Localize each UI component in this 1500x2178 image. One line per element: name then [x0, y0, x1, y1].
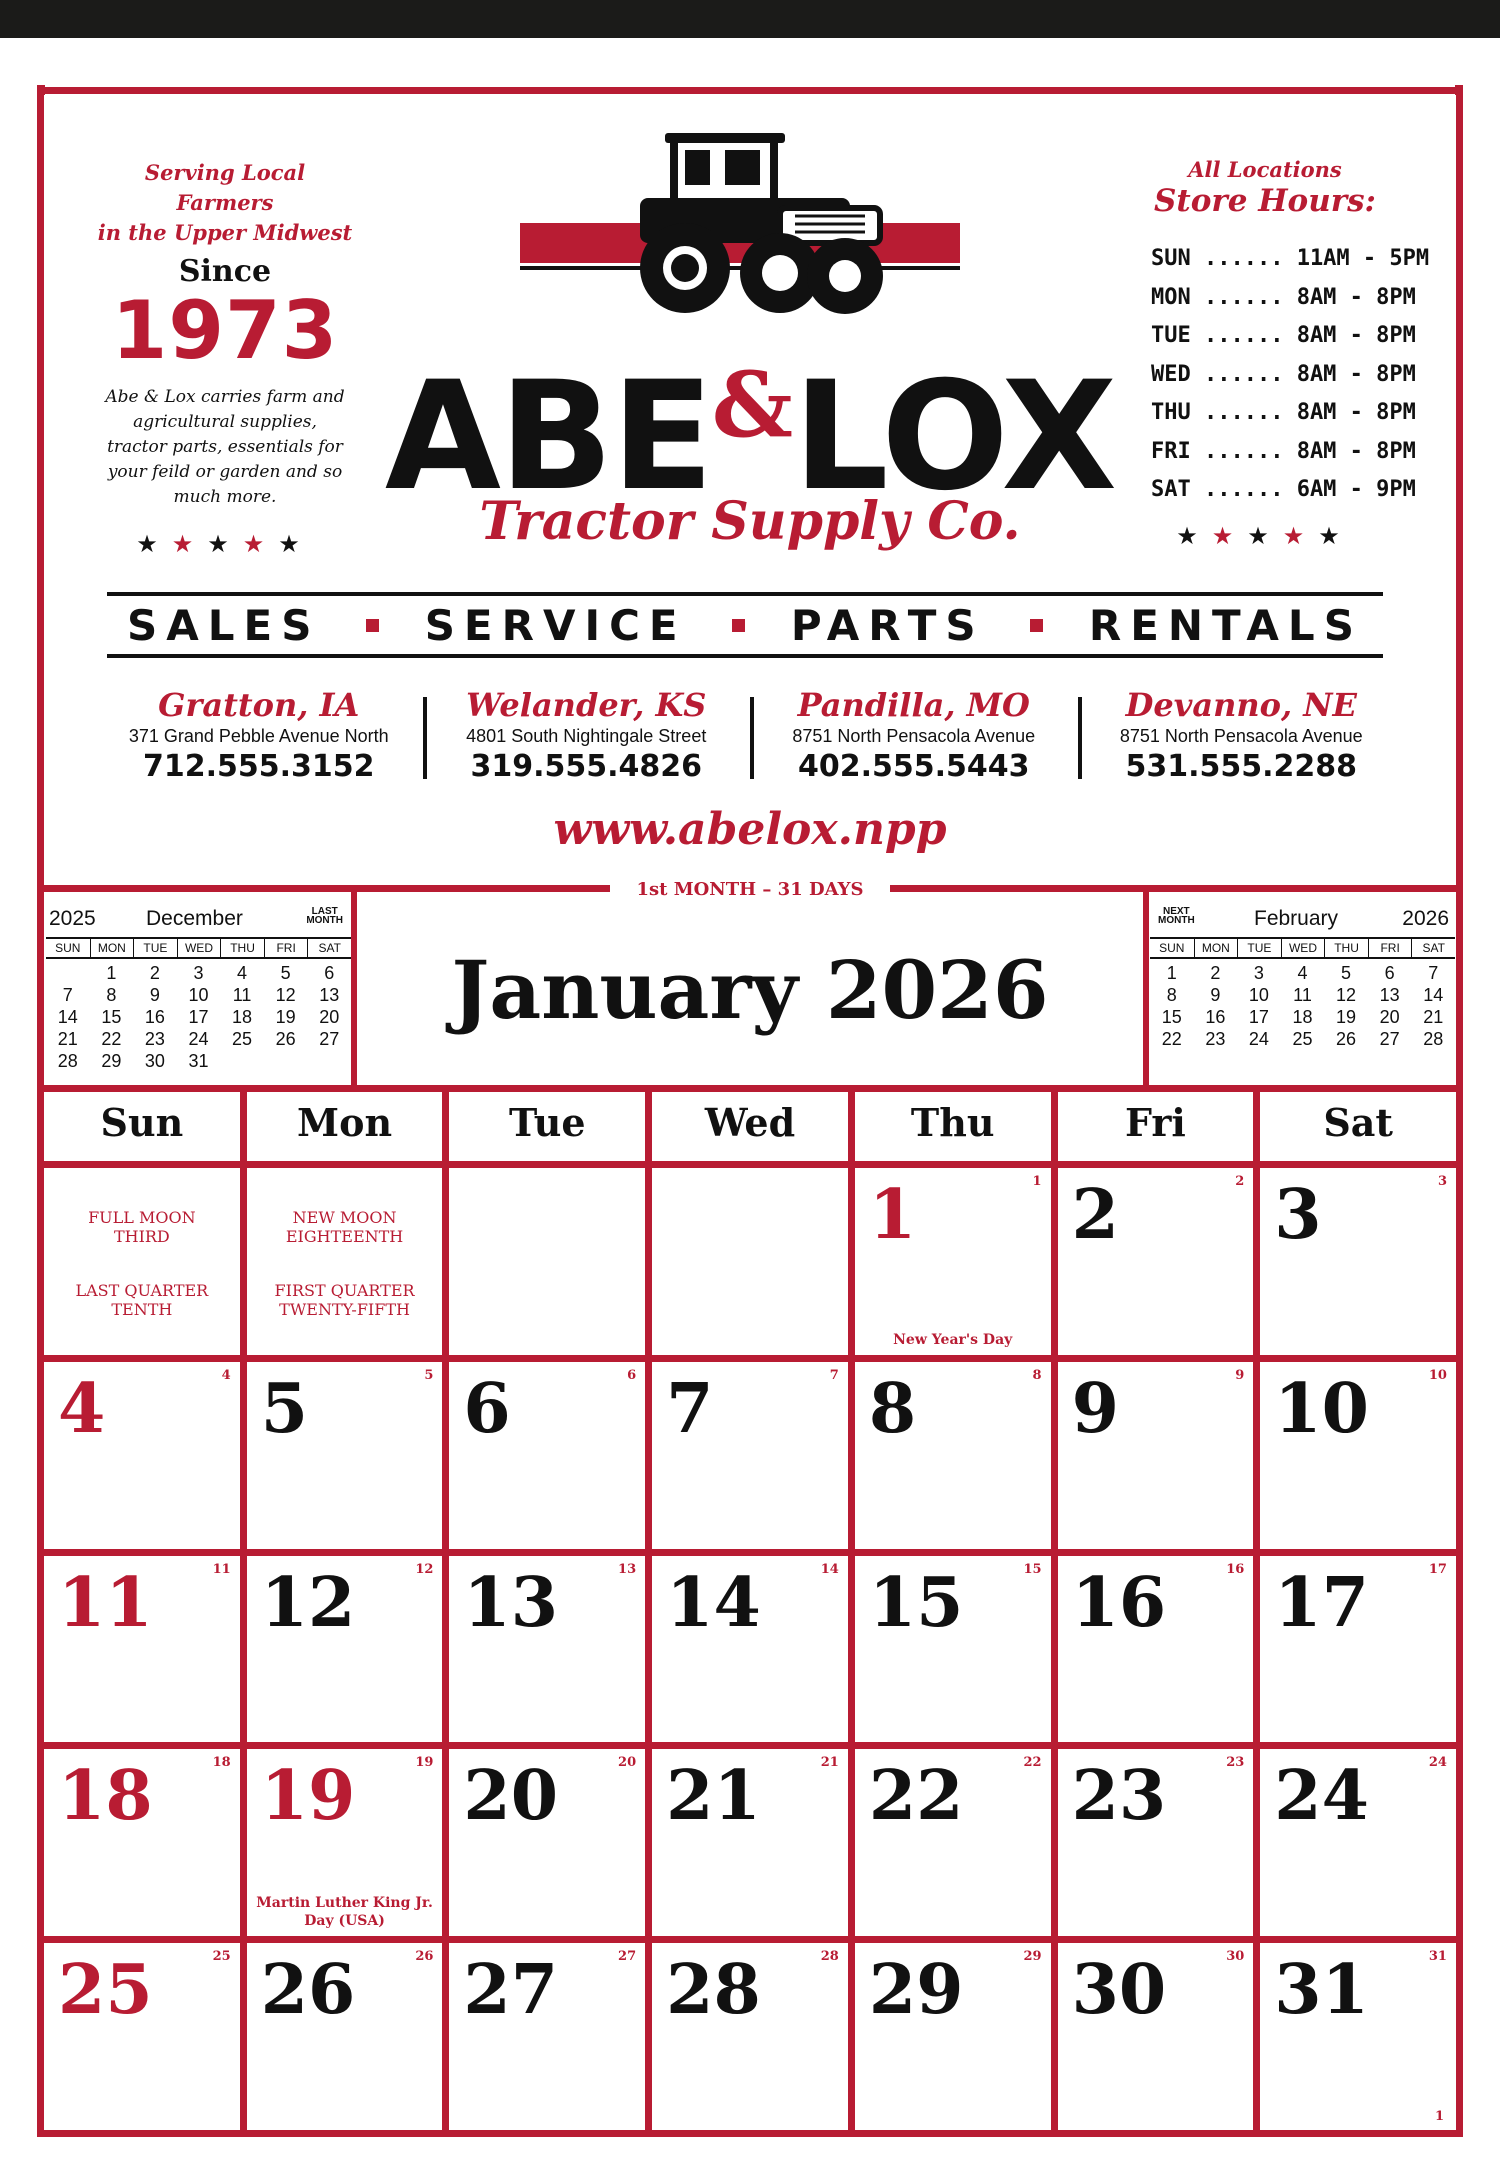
- location-city: Welander, KS: [466, 686, 707, 724]
- day-number: 4: [58, 1368, 106, 1449]
- mini-weekday: SUN: [55, 941, 81, 955]
- location-phone: 712.555.3152: [142, 749, 375, 784]
- day-cell-13[interactable]: [449, 1556, 645, 1743]
- day-index: 13: [618, 1561, 637, 1577]
- day-index: 7: [829, 1367, 839, 1383]
- holiday-label: New Year's Day: [893, 1331, 1013, 1348]
- day-index: 20: [618, 1755, 637, 1771]
- weekday-thu: Thu: [855, 1092, 1051, 1161]
- day-index: 8: [1032, 1367, 1042, 1383]
- bullet-square: [732, 619, 745, 632]
- brand-ampersand: &: [711, 352, 794, 458]
- day-cell-11[interactable]: [44, 1556, 240, 1743]
- day-cell-15[interactable]: [855, 1556, 1051, 1743]
- hours-row: SUN ...... 11AM - 5PM: [1151, 246, 1430, 271]
- since-label: Since: [178, 254, 272, 289]
- mini-day: 4: [1297, 963, 1308, 983]
- mini-day: 18: [232, 1007, 253, 1027]
- empty-day-cell: [652, 1168, 848, 1355]
- mini-prev-weekdays: [46, 937, 351, 959]
- day-number: 3: [1274, 1175, 1322, 1255]
- day-number: 19: [260, 1756, 356, 1837]
- moon-phase-text: NEW MOON: [292, 1208, 397, 1227]
- day-number: 10: [1274, 1368, 1369, 1449]
- day-index: 12: [415, 1561, 434, 1577]
- day-number: 16: [1071, 1562, 1167, 1643]
- mini-next-days: [1150, 962, 1455, 1050]
- mini-day: 13: [319, 985, 340, 1005]
- mini-weekday: FRI: [264, 939, 308, 957]
- mini-prev-days: [46, 962, 351, 1072]
- mini-day: 9: [1210, 985, 1221, 1005]
- mini-day: 19: [1336, 1007, 1357, 1027]
- mini-day: 17: [1248, 1007, 1269, 1027]
- weekday-tue: Tue: [449, 1092, 645, 1161]
- month-grid: [44, 1085, 1456, 2130]
- mini-weekday: WED: [1281, 939, 1325, 957]
- day-cell-14[interactable]: [652, 1556, 848, 1743]
- website-link[interactable]: www.abelox.npp: [553, 804, 947, 855]
- hours-row: WED ...... 8AM - 8PM: [1151, 361, 1416, 387]
- day-number: 1: [868, 1175, 917, 1255]
- mini-weekday: THU: [1324, 939, 1368, 957]
- day-cell-26[interactable]: [247, 1943, 443, 2130]
- day-cell-1[interactable]: [855, 1168, 1051, 1355]
- mini-next-tag-2: MONTH: [1158, 915, 1195, 926]
- location-city: Devanno, NE: [1125, 686, 1357, 724]
- mini-day: 24: [1248, 1029, 1269, 1049]
- day-index: 25: [212, 1949, 231, 1965]
- day-cell-18[interactable]: [44, 1749, 240, 1936]
- day-number: 22: [868, 1756, 964, 1837]
- mini-prev-tag-2: MONTH: [306, 915, 343, 926]
- day-number: 21: [666, 1756, 761, 1837]
- day-number: 6: [463, 1368, 511, 1449]
- day-index: 22: [1023, 1755, 1042, 1771]
- day-index: 11: [212, 1561, 231, 1577]
- service-rentals: RENTALS: [1088, 600, 1363, 650]
- month-info: 1st MONTH – 31 DAYS: [610, 880, 890, 900]
- day-cell-16[interactable]: [1058, 1556, 1254, 1743]
- mini-day: 16: [144, 1007, 165, 1027]
- mini-next-month: February: [1254, 907, 1339, 930]
- mini-day: [46, 962, 90, 984]
- day-cell-19[interactable]: [247, 1749, 443, 1936]
- locations: [95, 685, 1405, 785]
- moon-phase-text: EIGHTEENTH: [285, 1227, 404, 1246]
- mini-day: 14: [57, 1007, 78, 1027]
- mini-weekday: THU: [220, 939, 264, 957]
- day-index: 31: [1428, 1949, 1447, 1965]
- mini-day: 23: [1205, 1029, 1226, 1049]
- day-number: 5: [260, 1368, 309, 1449]
- month-title: January 2026: [451, 943, 1049, 1037]
- mini-day: 15: [1161, 1007, 1182, 1027]
- day-index: 16: [1226, 1561, 1245, 1577]
- mini-day: 30: [144, 1051, 165, 1071]
- mini-day: 19: [275, 1007, 296, 1027]
- day-number: 7: [666, 1368, 714, 1449]
- day-index: 26: [415, 1949, 434, 1965]
- page-number: 1: [1434, 2109, 1444, 2124]
- mini-day: 9: [149, 985, 160, 1005]
- day-index: 6: [627, 1367, 637, 1383]
- mini-day: 1: [1166, 963, 1177, 983]
- mini-day: 24: [188, 1029, 209, 1049]
- day-number: 18: [58, 1756, 153, 1837]
- day-number: 15: [868, 1562, 964, 1643]
- moon-phase-text: THIRD: [113, 1227, 170, 1246]
- day-cell-30[interactable]: [1058, 1943, 1254, 2130]
- location: [95, 685, 423, 785]
- tractor-logo-icon: [520, 128, 960, 328]
- day-number: 26: [260, 1950, 356, 2031]
- mini-day: 27: [1379, 1029, 1400, 1049]
- location-phone: 319.555.4826: [470, 749, 703, 784]
- day-index: 24: [1428, 1755, 1447, 1771]
- day-index: 15: [1023, 1561, 1042, 1577]
- mini-day: 2: [1210, 963, 1221, 983]
- mini-day: 28: [57, 1051, 78, 1071]
- mini-day: 13: [1379, 985, 1400, 1005]
- day-cell-2[interactable]: [1058, 1168, 1254, 1355]
- hours-row: MON ...... 8AM - 8PM: [1151, 284, 1416, 310]
- day-index: 1: [1032, 1174, 1042, 1189]
- day-number: 28: [666, 1950, 761, 2031]
- day-cell-27[interactable]: [449, 1943, 645, 2130]
- hours-row: THU ...... 8AM - 8PM: [1151, 400, 1416, 425]
- mini-prev-tag-1: LAST: [311, 906, 338, 917]
- bullet-square: [1030, 619, 1043, 632]
- mini-day: 15: [101, 1007, 122, 1027]
- day-cell-31[interactable]: [1260, 1943, 1456, 2130]
- day-cell-3[interactable]: [1260, 1168, 1456, 1355]
- day-index: 29: [1023, 1949, 1042, 1965]
- day-index: 21: [820, 1755, 839, 1771]
- mini-day: 3: [1253, 963, 1264, 983]
- empty-day-cell: [449, 1168, 645, 1355]
- stars-right: ★★★★★: [1176, 522, 1354, 550]
- day-cell-28[interactable]: [652, 1943, 848, 2130]
- day-number: 24: [1274, 1756, 1369, 1837]
- day-index: 30: [1226, 1949, 1245, 1965]
- mini-day: 10: [188, 985, 209, 1005]
- day-index: 17: [1428, 1561, 1447, 1577]
- mini-day: 31: [188, 1051, 209, 1071]
- day-number: 25: [58, 1950, 153, 2031]
- hours-row: SAT ...... 6AM - 9PM: [1151, 477, 1416, 502]
- day-number: 20: [463, 1756, 559, 1837]
- location-address: 4801 South Nightingale Street: [466, 726, 707, 746]
- moon-phase-text: TWENTY-FIFTH: [279, 1300, 410, 1319]
- mini-weekday: SAT: [1411, 939, 1455, 957]
- day-cell-25[interactable]: [44, 1943, 240, 2130]
- moon-phase-text: FIRST QUARTER: [274, 1281, 415, 1300]
- mini-day: 7: [62, 985, 73, 1005]
- day-number: 17: [1274, 1562, 1369, 1643]
- mini-day: 10: [1248, 985, 1269, 1005]
- empty-day-cell: [247, 1168, 443, 1355]
- mini-day: 12: [275, 985, 296, 1005]
- moon-phase-text: LAST QUARTER: [75, 1281, 209, 1300]
- day-index: 19: [415, 1755, 434, 1771]
- day-number: 14: [666, 1562, 761, 1643]
- location-city: Pandilla, MO: [797, 686, 1030, 724]
- mini-prev-tag: [306, 907, 343, 925]
- stars-left: ★★★★★: [136, 531, 314, 558]
- mini-weekday: SUN: [1159, 941, 1185, 955]
- day-index: 4: [221, 1367, 231, 1383]
- mini-day: 1: [106, 963, 117, 983]
- day-number: 2: [1071, 1175, 1119, 1255]
- mini-day: 7: [1428, 963, 1439, 983]
- mini-day: 4: [237, 963, 248, 983]
- location-address: 8751 North Pensacola Avenue: [1119, 726, 1363, 746]
- mini-day: 8: [106, 985, 117, 1005]
- location-phone: 402.555.5443: [797, 749, 1030, 784]
- hours-title: Store Hours:: [1154, 183, 1376, 219]
- day-cell-9[interactable]: [1058, 1362, 1254, 1549]
- day-index: 28: [820, 1949, 839, 1965]
- day-number: 8: [868, 1368, 917, 1449]
- day-index: 27: [618, 1949, 637, 1965]
- location: [750, 685, 1078, 785]
- hours-row: FRI ...... 8AM - 8PM: [1151, 438, 1416, 464]
- location: [423, 685, 751, 785]
- mini-day: 11: [232, 985, 252, 1005]
- mini-day: 6: [1384, 963, 1395, 983]
- day-number: 11: [58, 1562, 153, 1643]
- mini-day: 22: [101, 1029, 122, 1049]
- mini-day: 20: [319, 1007, 340, 1027]
- mini-day: 22: [1161, 1029, 1182, 1049]
- day-index: 10: [1428, 1367, 1447, 1383]
- since-year: 1973: [111, 284, 339, 377]
- mini-day: 21: [1423, 1007, 1444, 1027]
- location-address: 8751 North Pensacola Avenue: [792, 726, 1036, 746]
- mini-weekday: FRI: [1368, 939, 1412, 957]
- mini-weekday: SAT: [307, 939, 351, 957]
- day-cell-8[interactable]: [855, 1362, 1051, 1549]
- mini-day: 5: [280, 963, 291, 983]
- mini-weekday: TUE: [133, 939, 177, 957]
- day-index: 23: [1226, 1755, 1245, 1771]
- mini-day: 3: [193, 963, 204, 983]
- empty-day-cell: [44, 1168, 240, 1355]
- mini-prev-year: 2025: [49, 907, 96, 930]
- brand-left: ABE: [384, 350, 712, 524]
- day-cell-17[interactable]: [1260, 1556, 1456, 1743]
- day-number: 31: [1274, 1950, 1369, 2031]
- day-cell-7[interactable]: [652, 1362, 848, 1549]
- left-panel: [95, 158, 355, 559]
- hours-row: TUE ...... 8AM - 8PM: [1151, 323, 1416, 348]
- tagline-2: in the Upper Midwest: [97, 220, 353, 245]
- mini-day: 28: [1423, 1029, 1444, 1049]
- day-index: 2: [1235, 1174, 1245, 1189]
- mini-weekday: WED: [177, 939, 221, 957]
- weekday-sat: Sat: [1260, 1092, 1456, 1161]
- location-city: Gratton, IA: [158, 686, 360, 724]
- services-rule-bottom: [107, 654, 1383, 658]
- holiday-label: Martin Luther King Jr. Day (USA): [256, 1895, 433, 1930]
- day-cell-29[interactable]: [855, 1943, 1051, 2130]
- day-index: 9: [1235, 1367, 1245, 1383]
- bullet-square: [366, 619, 379, 632]
- weekday-mon: Mon: [247, 1092, 443, 1161]
- day-number: 13: [463, 1562, 559, 1643]
- location-address: 371 Grand Pebble Avenue North: [128, 726, 389, 746]
- location-phone: 531.555.2288: [1125, 749, 1358, 784]
- brand-right: LOX: [793, 350, 1116, 524]
- mini-day: 27: [319, 1029, 340, 1049]
- mini-day: 16: [1205, 1007, 1226, 1027]
- mini-calendar-next: [1150, 899, 1455, 1079]
- mini-day: 25: [1292, 1029, 1313, 1049]
- mini-day: 5: [1341, 963, 1352, 983]
- service-service: SERVICE: [424, 600, 687, 650]
- day-cell-12[interactable]: [247, 1556, 443, 1743]
- weekday-wed: Wed: [652, 1092, 848, 1161]
- services-rule-top: [107, 592, 1383, 596]
- mini-day: 20: [1379, 1007, 1400, 1027]
- mini-day: 12: [1336, 985, 1357, 1005]
- day-index: 14: [820, 1561, 839, 1577]
- mini-prev-month: December: [146, 907, 243, 930]
- right-panel: [1140, 156, 1430, 551]
- moon-phase-text: FULL MOON: [88, 1208, 196, 1227]
- day-cell-4[interactable]: [44, 1362, 240, 1549]
- location: [1078, 685, 1406, 785]
- mini-day: 8: [1166, 985, 1177, 1005]
- day-cell-6[interactable]: [449, 1362, 645, 1549]
- day-number: 23: [1071, 1756, 1167, 1837]
- mini-day: 17: [188, 1007, 209, 1027]
- mini-next-year: 2026: [1402, 907, 1449, 930]
- day-cell-22[interactable]: [855, 1749, 1051, 1936]
- day-index: 3: [1437, 1174, 1447, 1189]
- mini-day: 14: [1423, 985, 1444, 1005]
- mini-weekday: MON: [90, 939, 134, 957]
- mini-day: 21: [57, 1029, 78, 1049]
- day-number: 9: [1071, 1368, 1119, 1449]
- service-sales: SALES: [127, 600, 321, 650]
- mini-day: 18: [1292, 1007, 1313, 1027]
- day-cell-24[interactable]: [1260, 1749, 1456, 1936]
- day-number: 12: [260, 1562, 356, 1643]
- day-cell-21[interactable]: [652, 1749, 848, 1936]
- weekday-fri: Fri: [1058, 1092, 1254, 1161]
- day-number: 27: [463, 1950, 559, 2031]
- mini-day: 25: [232, 1029, 253, 1049]
- mini-day: 2: [149, 963, 160, 983]
- mini-next-tag: [1158, 907, 1195, 925]
- top-bar: [0, 0, 1500, 38]
- mini-next-tag-1: NEXT: [1163, 906, 1190, 917]
- day-cell-10[interactable]: [1260, 1362, 1456, 1549]
- title-rule-right: [1143, 892, 1149, 1085]
- service-parts: PARTS: [790, 600, 985, 650]
- day-cell-20[interactable]: [449, 1749, 645, 1936]
- mini-day: 29: [101, 1051, 122, 1071]
- mini-day: 26: [275, 1029, 296, 1049]
- mini-day: 23: [144, 1029, 165, 1049]
- title-rule-left: [351, 892, 357, 1085]
- mini-weekday: TUE: [1237, 939, 1281, 957]
- day-index: 5: [424, 1367, 434, 1383]
- services-bar: [107, 598, 1383, 652]
- hours-list: [1140, 240, 1430, 510]
- brand-subtitle: Tractor Supply Co.: [479, 491, 1021, 552]
- mini-day: 26: [1336, 1029, 1357, 1049]
- tagline-1: Serving Local Farmers: [144, 160, 306, 215]
- day-index: 18: [212, 1755, 231, 1771]
- moon-phase-text: TENTH: [111, 1300, 173, 1319]
- day-number: 30: [1071, 1950, 1167, 2031]
- mini-day: 11: [1293, 985, 1312, 1005]
- mini-next-weekdays: [1150, 937, 1455, 959]
- mini-weekday: MON: [1194, 939, 1238, 957]
- mini-day: 6: [324, 963, 335, 983]
- hours-tagline: All Locations: [1188, 157, 1342, 182]
- day-cell-23[interactable]: [1058, 1749, 1254, 1936]
- weekday-sun: Sun: [44, 1092, 240, 1161]
- day-cell-5[interactable]: [247, 1362, 443, 1549]
- day-number: 29: [868, 1950, 964, 2031]
- about-text: Abe & Lox carries farm and agricultural supplies, tractor parts, essentials for your feild or garden and so much more.: [105, 387, 345, 507]
- mini-calendar-previous: [46, 899, 351, 1079]
